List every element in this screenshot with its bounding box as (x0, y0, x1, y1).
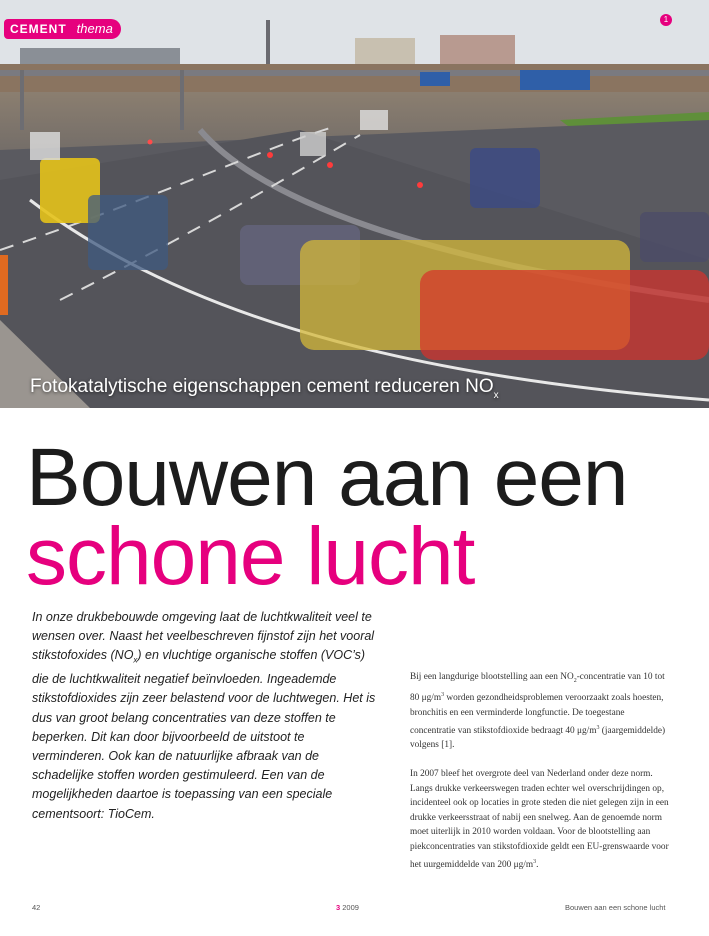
body-paragraph-1: Bij een langdurige blootstelling aan een $NO_2$-concentratie van 10 tot 80 $\mu g/m^3$ worden gezondheidsproblemen veroorzaakt zoals hoesten, bronchitis en een verminderde longfunctie. De toegestane concentratie van stikstofdioxide bedraagt 40 $\mu g/m^3$ (jaargemiddelde) volgens [1]. (410, 672, 666, 751)
magazine-brand (4, 18, 121, 40)
brand-logo: CEMENT (4, 19, 73, 39)
running-title: Bouwen aan een schone lucht (565, 903, 666, 912)
highway-illustration (0, 0, 709, 408)
page-number: 42 (32, 903, 41, 912)
hero-photo (0, 0, 709, 408)
title-line-2: schone lucht (26, 511, 475, 602)
issue-label: 3 2009 (336, 903, 359, 912)
section-label: thema (73, 19, 121, 39)
body-paragraph-2: In 2007 bleef het overgrote deel van Nederland onder deze norm. Langs drukke verkeerswegen traden echter wel overschrijdingen op, incidenteel ook op locaties in grote steden die niet gelegen zijn in een drukke verkeersstraat of nabij een snelweg. Aan de genoemde norm moet uiterlijk in 2010 worden voldaan. Voor de blootstelling aan piekconcentraties van stikstofdioxide geldt een EU-grenswaarde voor het uurgemiddelde van 200 $\mu g/m^3$. (410, 769, 669, 870)
title-line-1: Bouwen aan een (26, 432, 628, 523)
intro-paragraph: In onze drukbebouwde omgeving laat de luchtkwaliteit veel te wensen over. Naast het veelbeschreven fijnstof zijn het vooral stikstofoxides $(NO_x)$ en vluchtige organische stoffen (VOC’s) die de luchtkwaliteit negatief beïnvloeden. Ingeademde stikstofdioxides zijn zeer belastend voor de luchtwegen. Het is dus van groot belang concentraties van deze stoffen te beperken. Dit kan door bijvoorbeeld de uitstoot te verminderen. Ook kan de natuurlijke afbraak van de schadelijke stoffen worden gestimuleerd. Een van de mogelijkheden daartoe is toepassing van een speciale cementsoort: TioCem. (32, 610, 376, 821)
corner-mark: 1 (660, 14, 672, 26)
body-column (410, 670, 672, 886)
hero-caption: Fotokatalytische eigenschappen cement reduceren $NO_x$ (30, 376, 499, 401)
